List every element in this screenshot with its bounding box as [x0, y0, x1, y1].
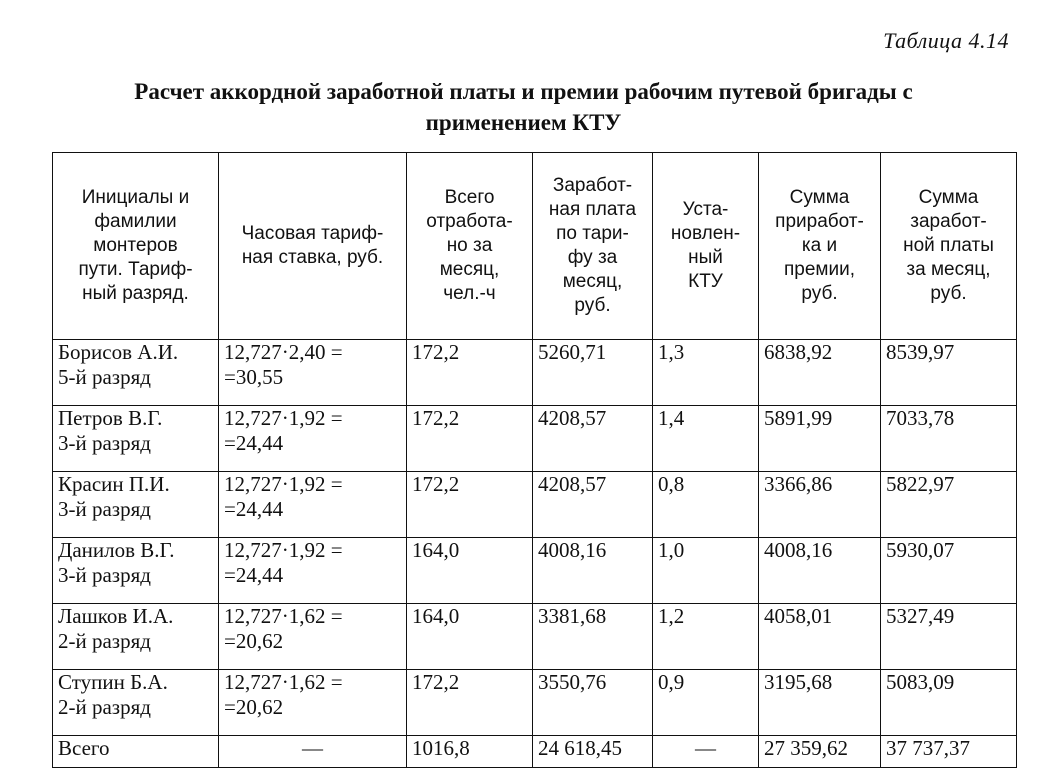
- worker-cell: [53, 472, 219, 538]
- table-row: [53, 670, 1017, 736]
- header-line: монтеров: [93, 235, 178, 256]
- header-line: Сумма: [918, 187, 979, 208]
- bonus-cell: 3366,86: [759, 472, 881, 538]
- worker-cell: [53, 670, 219, 736]
- total-label: Всего: [53, 736, 219, 768]
- header-line: руб.: [801, 283, 838, 304]
- hours-cell: 164,0: [407, 538, 533, 604]
- table-title: [0, 76, 1047, 138]
- header-line: за месяц,: [906, 259, 991, 280]
- ktu-cell: 1,3: [653, 340, 759, 406]
- worker-name: Петров В.Г.: [58, 406, 163, 430]
- worker-cell: [53, 340, 219, 406]
- header-line: руб.: [930, 283, 967, 304]
- header-line: фу за: [567, 247, 618, 268]
- header-line: фамилии: [94, 211, 177, 232]
- hours-cell: 172,2: [407, 406, 533, 472]
- worker-grade: 3-й разряд: [58, 431, 151, 455]
- rate-cell: [219, 670, 407, 736]
- rate-formula: 12,727·2,40 =: [224, 340, 343, 364]
- total-tariff-pay: 24 618,45: [533, 736, 653, 768]
- ktu-cell: 1,2: [653, 604, 759, 670]
- header-line: ный: [688, 247, 723, 268]
- table-row: [53, 604, 1017, 670]
- rate-result: =30,55: [224, 365, 284, 389]
- rate-cell: [219, 604, 407, 670]
- tariff-pay-cell: 3381,68: [533, 604, 653, 670]
- rate-result: =20,62: [224, 695, 284, 719]
- header-rate: [219, 153, 407, 340]
- bonus-cell: 4008,16: [759, 538, 881, 604]
- bonus-cell: 4058,01: [759, 604, 881, 670]
- table-number: Таблица 4.14: [883, 28, 1009, 53]
- header-line: ной платы: [903, 235, 994, 256]
- total-bonus: 27 359,62: [759, 736, 881, 768]
- worker-cell: [53, 406, 219, 472]
- tariff-pay-cell: 4208,57: [533, 472, 653, 538]
- table-row: [53, 340, 1017, 406]
- worker-name: Красин П.И.: [58, 472, 170, 496]
- worker-name: Данилов В.Г.: [58, 538, 175, 562]
- rate-formula: 12,727·1,92 =: [224, 472, 343, 496]
- worker-grade: 5-й разряд: [58, 365, 151, 389]
- total-ktu-dash: —: [653, 736, 759, 768]
- header-line: премии,: [784, 259, 855, 280]
- rate-cell: [219, 538, 407, 604]
- hours-cell: 172,2: [407, 340, 533, 406]
- header-line: отработа-: [426, 211, 513, 232]
- table-row: [53, 472, 1017, 538]
- header-name: [53, 153, 219, 340]
- ktu-cell: 0,8: [653, 472, 759, 538]
- rate-cell: [219, 406, 407, 472]
- header-line: новлен-: [670, 223, 741, 244]
- header-hours: [407, 153, 533, 340]
- bonus-cell: 3195,68: [759, 670, 881, 736]
- header-line: руб.: [574, 295, 611, 316]
- header-line: месяц,: [562, 271, 623, 292]
- worker-cell: [53, 538, 219, 604]
- header-line: пути. Тариф-: [78, 259, 193, 280]
- header-total: [881, 153, 1017, 340]
- ktu-cell: 1,0: [653, 538, 759, 604]
- bonus-cell: 5891,99: [759, 406, 881, 472]
- header-line: Часовая тариф-: [241, 223, 384, 244]
- rate-result: =24,44: [224, 497, 284, 521]
- header-line: но за: [446, 235, 493, 256]
- worker-grade: 2-й разряд: [58, 695, 151, 719]
- header-line: Инициалы и: [81, 187, 190, 208]
- tariff-pay-cell: 3550,76: [533, 670, 653, 736]
- total-cell: 5327,49: [881, 604, 1017, 670]
- header-line: месяц,: [439, 259, 500, 280]
- rate-result: =20,62: [224, 629, 284, 653]
- table-row: [53, 538, 1017, 604]
- worker-name: Борисов А.И.: [58, 340, 179, 364]
- rate-cell: [219, 472, 407, 538]
- worker-grade: 3-й разряд: [58, 563, 151, 587]
- title-line: применением КТУ: [425, 110, 622, 135]
- worker-grade: 3-й разряд: [58, 497, 151, 521]
- total-hours: 1016,8: [407, 736, 533, 768]
- total-cell: 7033,78: [881, 406, 1017, 472]
- tariff-pay-cell: 4008,16: [533, 538, 653, 604]
- total-row: [53, 736, 1017, 768]
- rate-cell: [219, 340, 407, 406]
- rate-formula: 12,727·1,62 =: [224, 670, 343, 694]
- header-line: Всего: [444, 187, 495, 208]
- total-cell: 5930,07: [881, 538, 1017, 604]
- header-line: по тари-: [556, 223, 629, 244]
- header-line: чел.-ч: [443, 283, 496, 304]
- hours-cell: 164,0: [407, 604, 533, 670]
- header-line: ная ставка, руб.: [241, 247, 384, 268]
- ktu-cell: 0,9: [653, 670, 759, 736]
- header-line: Сумма: [789, 187, 850, 208]
- table-row: [53, 406, 1017, 472]
- header-line: Уста-: [682, 199, 729, 220]
- header-tariff-pay: [533, 153, 653, 340]
- header-line: ный разряд.: [82, 283, 189, 304]
- header-line: Заработ-: [552, 175, 633, 196]
- header-bonus: [759, 153, 881, 340]
- worker-name: Лашков И.А.: [58, 604, 174, 628]
- worker-cell: [53, 604, 219, 670]
- title-line: Расчет аккордной заработной платы и премии рабочим путевой бригады с: [134, 79, 913, 104]
- header-line: ная плата: [548, 199, 637, 220]
- grand-total: 37 737,37: [881, 736, 1017, 768]
- total-rate-dash: —: [219, 736, 407, 768]
- header-line: приработ-: [775, 211, 864, 232]
- header-row: [53, 153, 1017, 340]
- rate-formula: 12,727·1,62 =: [224, 604, 343, 628]
- worker-grade: 2-й разряд: [58, 629, 151, 653]
- header-line: КТУ: [688, 271, 723, 292]
- wage-table: [52, 152, 1017, 768]
- total-cell: 8539,97: [881, 340, 1017, 406]
- total-cell: 5083,09: [881, 670, 1017, 736]
- hours-cell: 172,2: [407, 472, 533, 538]
- rate-formula: 12,727·1,92 =: [224, 538, 343, 562]
- tariff-pay-cell: 4208,57: [533, 406, 653, 472]
- bonus-cell: 6838,92: [759, 340, 881, 406]
- tariff-pay-cell: 5260,71: [533, 340, 653, 406]
- worker-name: Ступин Б.А.: [58, 670, 168, 694]
- ktu-cell: 1,4: [653, 406, 759, 472]
- header-line: заработ-: [910, 211, 987, 232]
- rate-formula: 12,727·1,92 =: [224, 406, 343, 430]
- header-line: ка и: [801, 235, 838, 256]
- hours-cell: 172,2: [407, 670, 533, 736]
- rate-result: =24,44: [224, 431, 284, 455]
- rate-result: =24,44: [224, 563, 284, 587]
- header-ktu: [653, 153, 759, 340]
- total-cell: 5822,97: [881, 472, 1017, 538]
